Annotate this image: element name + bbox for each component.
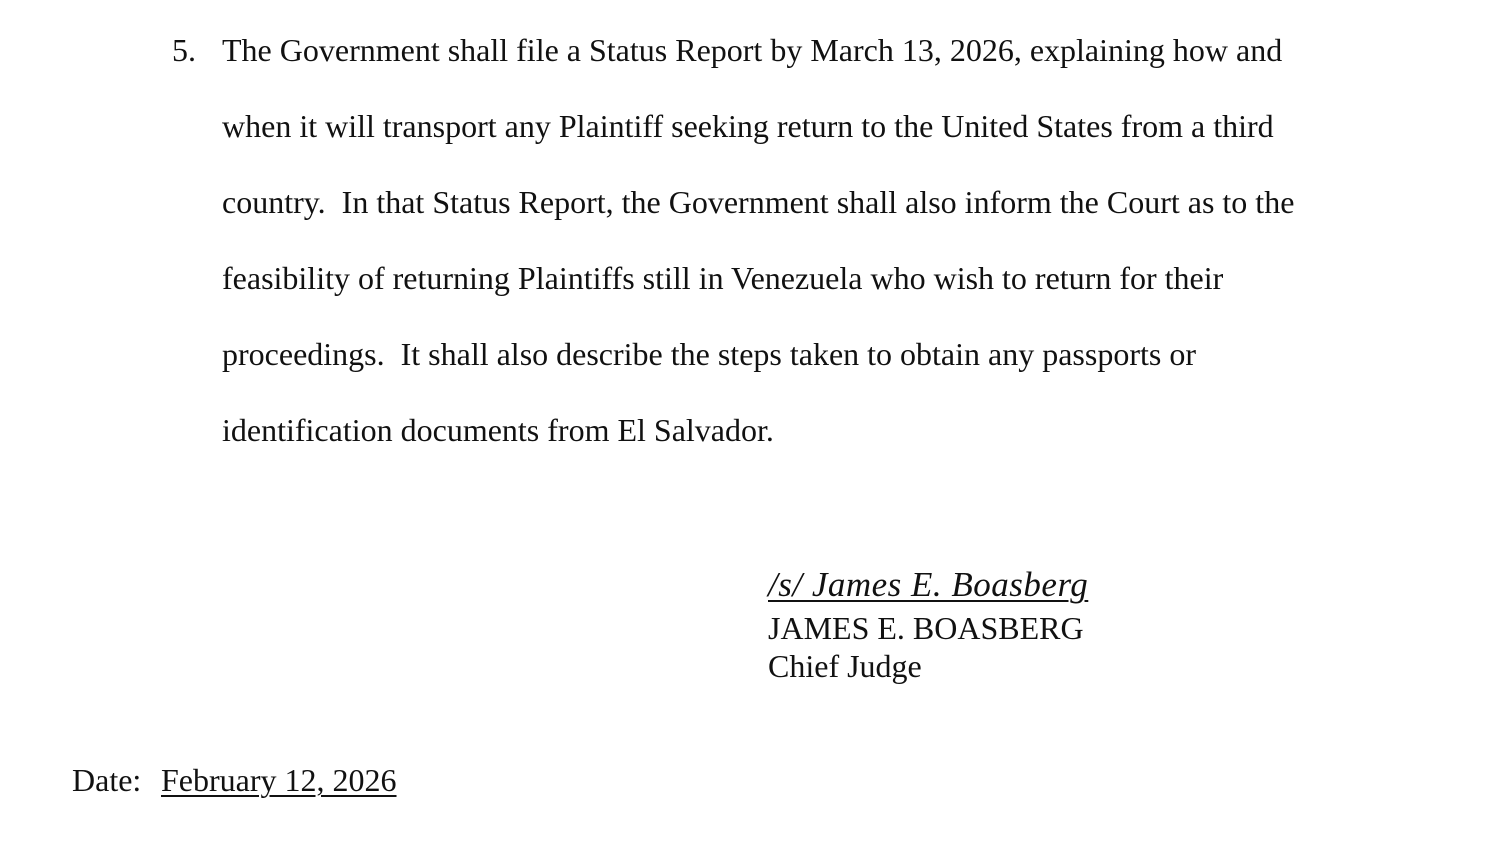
signer-name: JAMES E. BOASBERG — [768, 610, 1084, 646]
paragraph-number: 5. — [172, 32, 196, 68]
date-label: Date: — [72, 762, 142, 798]
paragraph-line: The Government shall file a Status Report by March 13, 2026, explaining how and — [222, 32, 1283, 68]
paragraph-line: feasibility of returning Plaintiffs still in Venezuela who wish to return for their — [222, 260, 1224, 296]
paragraph-line: identification documents from El Salvador. — [222, 412, 774, 448]
paragraph-line: proceedings. It shall also describe the steps taken to obtain any passports or — [222, 336, 1196, 372]
date-value: February 12, 2026 — [161, 762, 397, 798]
paragraph-line: when it will transport any Plaintiff seeking return to the United States from a third — [222, 108, 1274, 144]
paragraph-line: country. In that Status Report, the Government shall also inform the Court as to the — [222, 184, 1295, 220]
signature-script: /s/ James E. Boasberg — [768, 565, 1089, 604]
signer-title: Chief Judge — [768, 648, 922, 684]
